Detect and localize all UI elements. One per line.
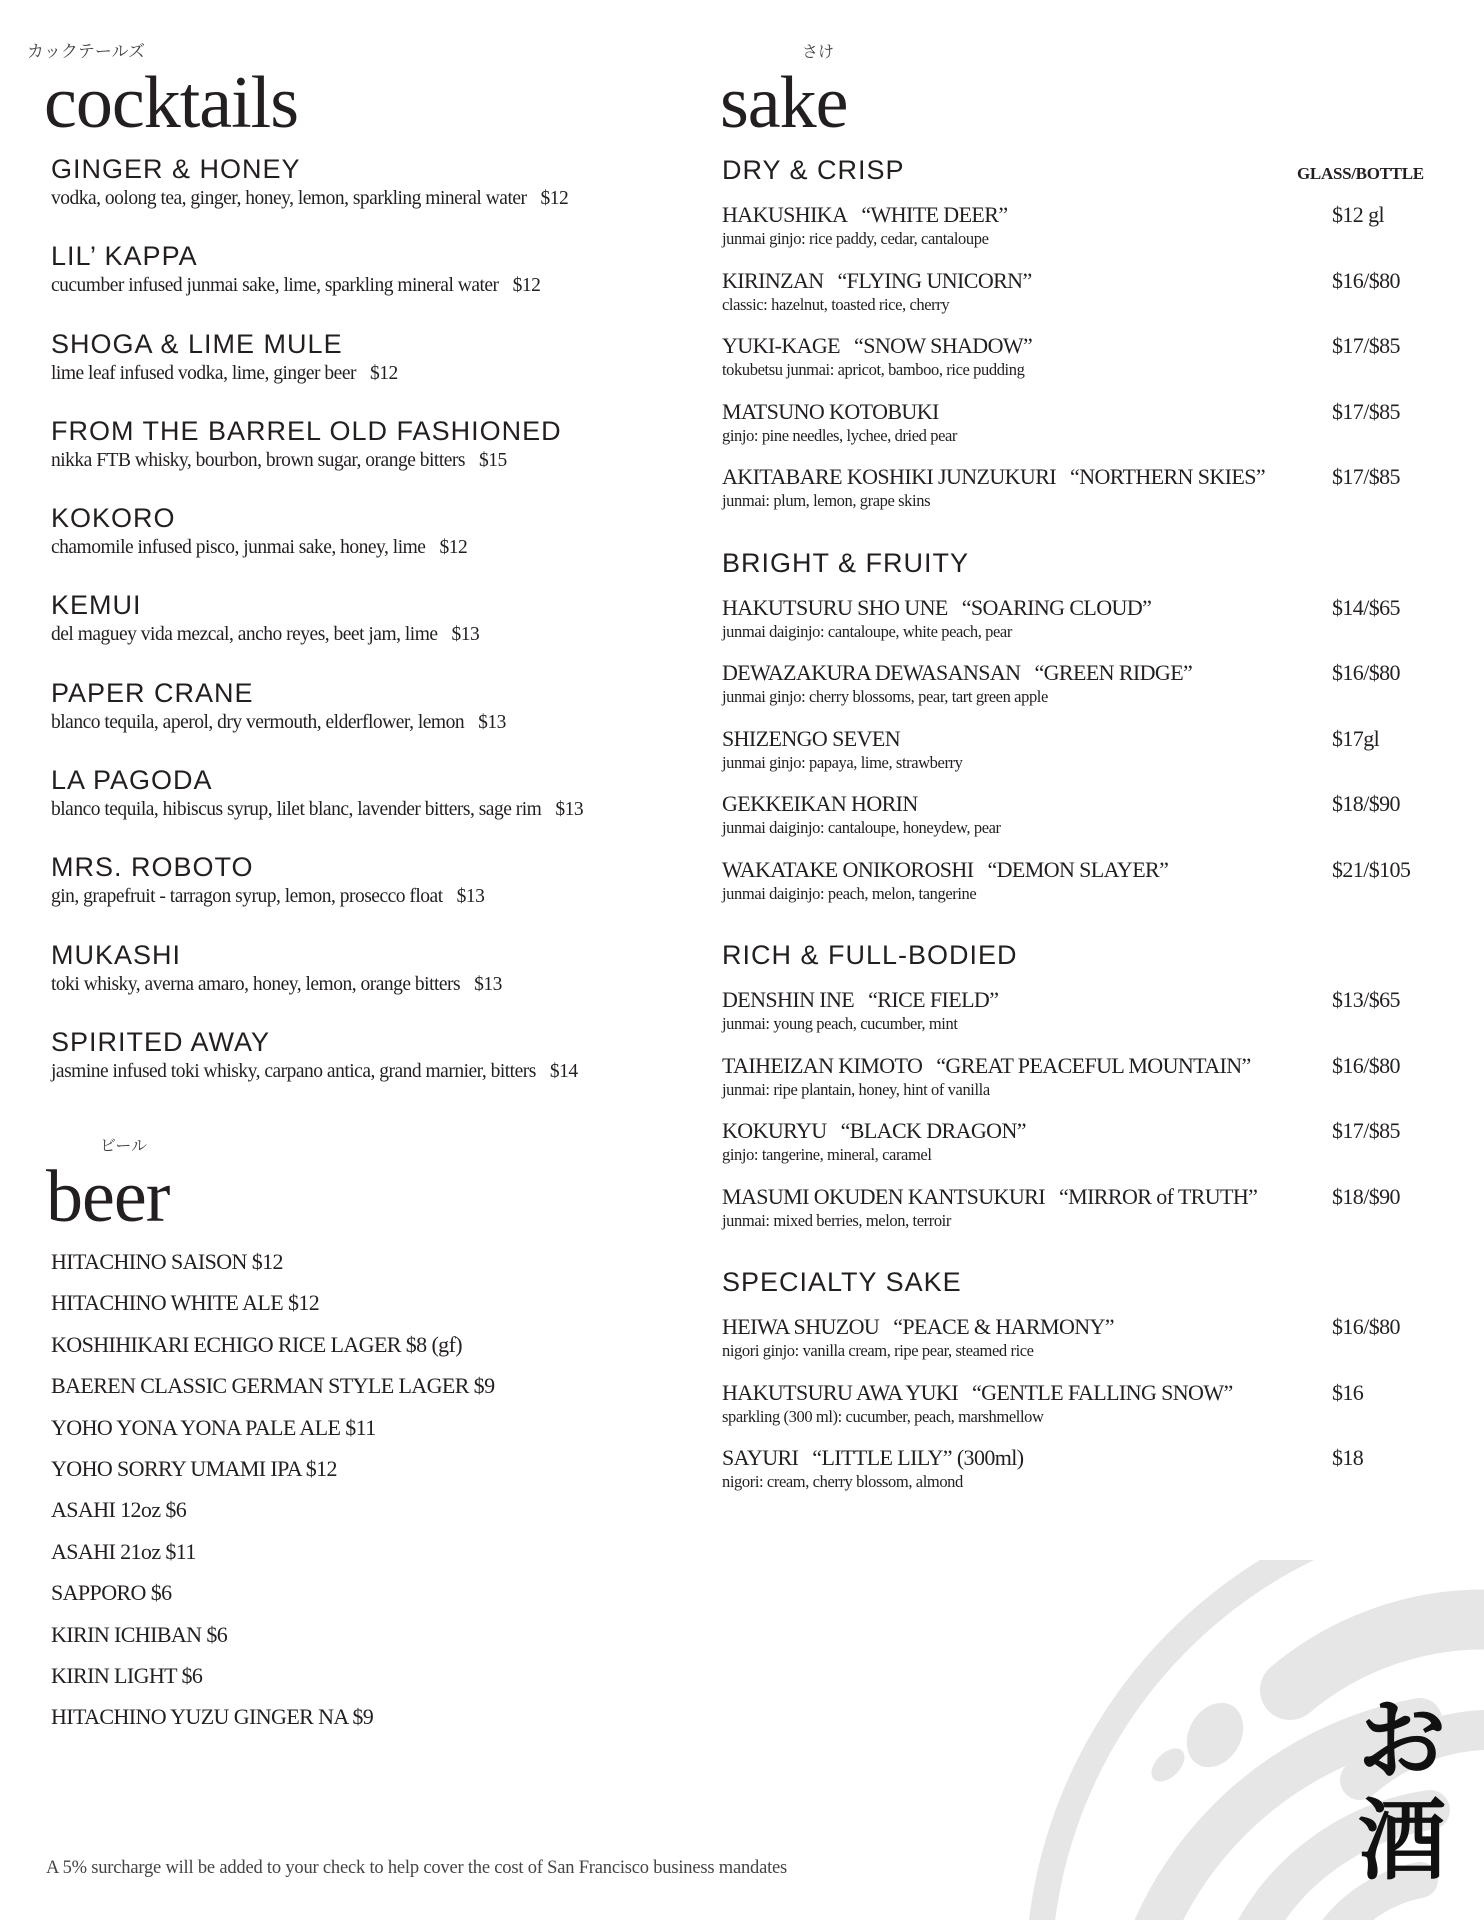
sake-english-name: “GREAT PEACEFUL MOUNTAIN” [936,1052,1251,1078]
cocktail-ingredients: chamomile infused pisco, junmai sake, honey, lime [51,537,426,559]
sake-name [722,725,1318,753]
sake-brewery-name: WAKATAKE ONIKOROSHI [722,856,974,882]
sake-item [722,725,1462,791]
cocktail-item [51,1025,701,1112]
beer-item: YOHO YONA YONA PALE ALE $11 [51,1414,376,1440]
cocktail-item [51,676,701,763]
sake-item [722,594,1462,660]
sake-english-name: “PEACE & HARMONY” [893,1314,1114,1339]
beer-item: KOSHIHIKARI ECHIGO RICE LAGER $8 (gf) [51,1331,463,1357]
sake-name [722,201,1318,229]
cocktail-item [51,501,701,588]
cocktail-description [51,273,701,299]
cocktail-ingredients: blanco tequila, hibiscus syrup, lilet blanc, lavender bitters, sage rim [51,799,542,821]
cocktail-price: $12 [369,362,398,384]
sake-price: $18 [1332,1445,1364,1470]
sake-description: junmai ginjo: papaya, lime, strawberry [722,752,963,772]
sake-english-name: “SNOW SHADOW” [854,333,1033,358]
cocktail-price: $15 [478,449,507,471]
cocktail-name: GINGER & HONEY [51,154,301,184]
sake-section-title-text: RICH & FULL-BODIED [722,940,1018,970]
sake-section-title-text: SPECIALTY SAKE [722,1267,962,1297]
cocktail-name: KEMUI [51,590,142,621]
sake-name [722,267,1318,295]
beer-list [51,1241,494,1738]
sake-name [722,790,1318,818]
beer-item: HITACHINO SAISON $12 [51,1249,283,1274]
cocktail-description [51,972,701,998]
cocktail-price: $13 [474,973,502,995]
sake-brewery-name: AKITABARE KOSHIKI JUNZUKURI [722,464,1057,489]
sake-item [722,856,1462,922]
sake-price: $13/$65 [1332,987,1400,1012]
cocktail-item [51,327,701,414]
sake-description: junmai ginjo: rice paddy, cedar, cantaloupe [722,229,989,248]
beer-item: SAPPORO $6 [51,1580,172,1606]
beer-item: YOHO SORRY UMAMI IPA $12 [51,1456,337,1482]
sake-brewery-name: DENSHIN INE [722,987,855,1012]
sake-description: junmai ginjo: cherry blossoms, pear, tart green apple [722,687,1048,706]
sake-description: classic: hazelnut, toasted rice, cherry [722,294,950,314]
cocktail-name: LA PAGODA [51,765,213,796]
sake-item [722,267,1462,333]
cocktail-price: $12 [439,537,468,559]
sake-english-name: “BLACK DRAGON” [840,1118,1026,1143]
sake-section-title [722,940,1462,970]
sake-section [722,940,1462,1248]
sake-brewery-name: MASUMI OKUDEN KANTSUKURI [722,1183,1045,1209]
cocktail-name: MRS. ROBOTO [51,852,254,883]
sake-brewery-name: HEIWA SHUZOU [722,1314,880,1339]
sake-section [722,548,1462,922]
sake-name [722,463,1318,491]
sake-description: nigori ginjo: vanilla cream, ripe pear, steamed rice [722,1341,1034,1360]
beer-item: ASAHI 21oz $11 [51,1538,196,1564]
cocktails-heading: cocktails [44,62,299,144]
cocktail-description [51,1059,701,1085]
sake-item [722,1117,1462,1183]
sake-english-name: “RICE FIELD” [868,987,999,1012]
sake-description: junmai daiginjo: cantaloupe, white peach, pear [722,621,1012,641]
sake-description: ginjo: pine needles, lychee, dried pear [722,425,958,445]
cocktail-description [51,884,701,910]
sake-heading: sake [720,62,848,144]
cocktail-item [51,938,701,1025]
sake-item [722,463,1462,529]
sake-name [722,1052,1318,1080]
sake-section-title-text: DRY & CRISP [722,155,905,185]
cocktail-price: $13 [456,886,485,908]
sake-description: junmai daiginjo: peach, melon, tangerine [722,883,977,903]
sake-brewery-name: HAKUTSURU AWA YUKI [722,1379,958,1405]
sake-item [722,201,1462,267]
sake-item [722,332,1462,398]
sake-name [722,659,1318,687]
cocktail-item [51,152,701,239]
cocktail-ingredients: vodka, oolong tea, ginger, honey, lemon, sparkling mineral water [51,188,527,209]
cocktail-price: $13 [555,799,584,821]
sake-description: sparkling (300 ml): cucumber, peach, marshmellow [722,1406,1044,1426]
cocktail-name: SHOGA & LIME MULE [51,328,343,359]
cocktail-description [51,535,701,561]
sake-item [722,986,1462,1052]
sake-brewery-name: HAKUTSURU SHO UNE [722,594,948,620]
sake-section-title-text: BRIGHT & FRUITY [722,547,970,578]
glass-bottle-header: GLASS/BOTTLE [1297,164,1424,183]
sake-name [722,1117,1318,1145]
cocktail-name: MUKASHI [51,939,182,970]
cocktail-ingredients: gin, grapefruit - tarragon syrup, lemon, prosecco float [51,886,443,908]
sake-english-name: “DEMON SLAYER” [987,856,1169,882]
sake-english-name: “LITTLE LILY” (300ml) [812,1445,1024,1470]
sake-description: junmai: young peach, cucumber, mint [722,1014,958,1033]
sake-name [722,332,1318,360]
sake-item [722,1379,1462,1445]
sake-price: $17/$85 [1332,333,1400,358]
sake-name [722,398,1318,426]
sake-price: $16/$80 [1332,1052,1400,1078]
sake-price: $14/$65 [1332,594,1400,620]
beer-item: HITACHINO YUZU GINGER NA $9 [51,1704,374,1730]
sake-description: nigori: cream, cherry blossom, almond [722,1472,963,1491]
sake-english-name: “MIRROR of TRUTH” [1058,1183,1258,1209]
beer-item: ASAHI 12oz $6 [51,1497,187,1523]
sake-description: junmai: plum, lemon, grape skins [722,491,931,510]
osake-calligraphy: お酒 [1357,1688,1446,1892]
sake-brewery-name: KIRINZAN [722,267,824,293]
cocktail-ingredients: nikka FTB whisky, bourbon, brown sugar, orange bitters [51,449,465,471]
sake-price: $18/$90 [1332,791,1400,816]
sake-brewery-name: SAYURI [722,1445,799,1470]
sake-name [722,1313,1318,1341]
cocktail-price: $14 [549,1060,578,1082]
sake-name [722,1444,1318,1472]
sake-brewery-name: SHIZENGO SEVEN [722,725,900,751]
cocktail-description [51,622,701,648]
surcharge-notice: A 5% surcharge will be added to your check to help cover the cost of San Francisco business mandates [46,1858,788,1878]
cocktail-name: PAPER CRANE [51,677,254,708]
sake-description: tokubetsu junmai: apricot, bamboo, rice pudding [722,360,1025,379]
sake-price: $17/$85 [1332,398,1400,424]
cocktail-item [51,588,701,675]
sake-brewery-name: GEKKEIKAN HORIN [722,791,918,816]
sake-brewery-name: TAIHEIZAN KIMOTO [722,1052,923,1078]
cocktail-ingredients: jasmine infused toki whisky, carpano antica, grand marnier, bitters [51,1060,536,1082]
sake-english-name: “GENTLE FALLING SNOW” [971,1379,1233,1405]
cocktail-description [51,361,701,387]
sake-section-title [722,548,1462,578]
sake-price: $17gl [1332,725,1380,751]
sake-price: $16/$80 [1332,660,1400,685]
cocktail-price: $13 [478,711,506,733]
cocktail-description [51,710,701,736]
sake-heading-japanese: さけ [802,42,835,61]
sake-name [722,1379,1318,1407]
beer-item: KIRIN ICHIBAN $6 [51,1621,228,1647]
cocktail-description [51,797,701,823]
sake-section [722,155,1462,529]
sake-english-name: “SOARING CLOUD” [961,594,1152,620]
beer-heading: beer [46,1156,170,1238]
cocktail-ingredients: del maguey vida mezcal, ancho reyes, beet jam, lime [51,624,438,646]
beer-item: BAEREN CLASSIC GERMAN STYLE LAGER $9 [51,1373,495,1399]
beer-item: HITACHINO WHITE ALE $12 [51,1290,320,1316]
sake-description: junmai: mixed berries, melon, terroir [722,1210,951,1230]
sake-english-name: “FLYING UNICORN” [837,267,1032,293]
sake-price: $16/$80 [1332,1314,1400,1339]
sake-brewery-name: DEWAZAKURA DEWASANSAN [722,660,1021,685]
cocktail-price: $13 [451,624,480,646]
sake-english-name: “WHITE DEER” [861,202,1008,227]
cocktail-ingredients: blanco tequila, aperol, dry vermouth, elderflower, lemon [51,711,465,733]
cocktails-list [51,152,701,1112]
sake-brewery-name: HAKUSHIKA [722,202,848,227]
beer-heading-japanese: ビール [100,1136,148,1155]
sake-brewery-name: MATSUNO KOTOBUKI [722,398,939,424]
cocktail-item [51,414,701,501]
cocktail-price: $12 [512,275,541,297]
sake-description: junmai: ripe plantain, honey, hint of vanilla [722,1079,990,1099]
sake-item [722,790,1462,856]
sake-name [722,856,1318,884]
sake-description: junmai daiginjo: cantaloupe, honeydew, pear [722,818,1001,837]
cocktail-name: KOKORO [51,503,176,534]
cocktail-description [51,448,701,474]
sake-price: $17/$85 [1332,464,1400,489]
beer-item: KIRIN LIGHT $6 [51,1663,203,1689]
cocktail-item [51,850,701,937]
sake-section-title [722,1267,1462,1297]
sake-english-name: “NORTHERN SKIES” [1070,464,1266,489]
cocktails-heading-japanese: カックテールズ [27,42,145,62]
cocktail-name: SPIRITED AWAY [51,1026,271,1057]
sake-price: $16/$80 [1332,267,1400,293]
sake-price: $16 [1332,1379,1364,1405]
sake-brewery-name: KOKURYU [722,1118,827,1143]
sake-price: $17/$85 [1332,1118,1400,1143]
cocktail-name: FROM THE BARREL OLD FASHIONED [51,415,562,446]
sake-item [722,1313,1462,1379]
sake-item [722,1183,1462,1249]
sake-description: ginjo: tangerine, mineral, caramel [722,1145,932,1164]
sake-name [722,986,1318,1014]
sake-item [722,398,1462,464]
cocktail-item [51,763,701,850]
sake-name [722,594,1318,622]
cocktail-description [51,186,701,212]
cocktail-ingredients: cucumber infused junmai sake, lime, sparkling mineral water [51,275,499,297]
sake-price: $21/$105 [1332,856,1411,882]
cocktail-item [51,239,701,326]
sake-brewery-name: YUKI-KAGE [722,333,841,358]
sake-english-name: “GREEN RIDGE” [1034,660,1193,685]
sake-item [722,1444,1462,1510]
sake-item [722,659,1462,725]
sake-name [722,1183,1318,1211]
cocktail-ingredients: toki whisky, averna amaro, honey, lemon, orange bitters [51,973,461,995]
sake-item [722,1052,1462,1118]
sake-section [722,1267,1462,1510]
sake-section-title [722,155,1462,185]
sake-sections [722,155,1462,1529]
cocktail-name: LIL’ KAPPA [51,241,198,272]
sake-price: $12 gl [1332,202,1385,227]
cocktail-price: $12 [540,188,569,209]
cocktail-ingredients: lime leaf infused vodka, lime, ginger beer [51,362,356,384]
sake-price: $18/$90 [1332,1183,1400,1209]
